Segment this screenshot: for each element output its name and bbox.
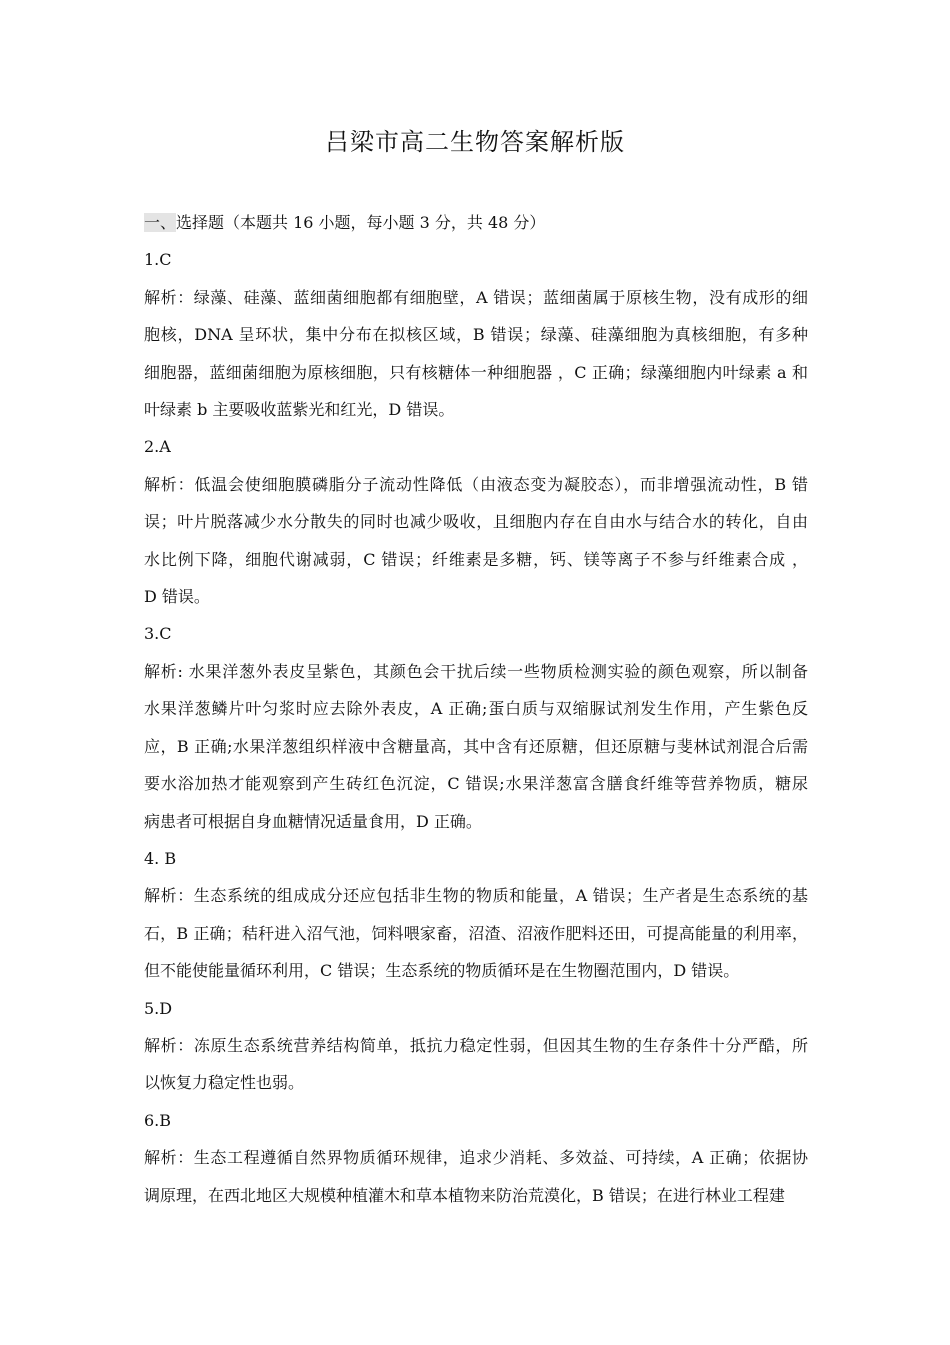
explanation-line: 叶绿素 b 主要吸收蓝紫光和红光，D 错误。 — [144, 400, 455, 420]
document-body — [144, 204, 808, 1214]
explanation-line: 解析：生态系统的组成成分还应包括非生物的物质和能量，A 错误；生产者是生态系统的基 — [144, 886, 808, 906]
explanation-line: 解析：生态工程遵循自然界物质循环规律，追求少消耗、多效益、可持续，A 正确；依据协 — [144, 1148, 808, 1168]
explanation-line: 应，B 正确;水果洋葱组织样液中含糖量高，其中含有还原糖，但还原糖与斐林试剂混合后需 — [144, 736, 808, 756]
section-heading — [144, 204, 808, 241]
explanation-line: 病患者可根据自身血糖情况适量食用，D 正确。 — [144, 811, 482, 831]
explanation-line: 但不能使能量循环利用，C 错误；生态系统的物质循环是在生物圈范围内，D 错误。 — [144, 961, 740, 981]
answer-label: 4. B — [144, 848, 177, 868]
answer-label: 5.D — [144, 998, 173, 1018]
answer-label: 1.C — [144, 250, 172, 270]
explanation-line: 解析：绿藻、硅藻、蓝细菌细胞都有细胞壁，A 错误；蓝细菌属于原核生物，没有成形的细 — [144, 287, 808, 307]
explanation-line: 解析：冻原生态系统营养结构简单，抵抗力稳定性弱，但因其生物的生存条件十分严酷，所 — [144, 1035, 808, 1055]
explanation-line: 解析: 水果洋葱外表皮呈紫色，其颜色会干扰后续一些物质检测实验的颜色观察，所以制备 — [144, 661, 808, 681]
document-title: 吕梁市高二生物答案解析版 — [325, 128, 625, 156]
explanation-line: D 错误。 — [144, 587, 210, 607]
explanation-line: 误；叶片脱落减少水分散失的同时也减少吸收，且细胞内存在自由水与结合水的转化，自由 — [144, 512, 808, 532]
explanation-line: 调原理，在西北地区大规模种植灌木和草本植物来防治荒漠化，B 错误；在进行林业工程建 — [144, 1185, 785, 1205]
explanation-line: 细胞器，蓝细菌细胞为原核细胞，只有核糖体一种细胞器 ，C 正确；绿藻细胞内叶绿素 a 和 — [144, 362, 808, 382]
explanation-line: 水比例下降，细胞代谢减弱，C 错误；纤维素是多糖，钙、镁等离子不参与纤维素合成 ， — [144, 549, 808, 569]
section-marker: 一、 — [144, 213, 177, 232]
answer-label: 2.A — [144, 437, 171, 457]
explanation-line: 以恢复力稳定性也弱。 — [144, 1073, 305, 1093]
explanation-line: 水果洋葱鳞片叶匀浆时应去除外表皮，A 正确;蛋白质与双缩脲试剂发生作用，产生紫色反 — [144, 699, 808, 719]
section-heading-text: 选择题（本题共 16 小题，每小题 3 分，共 48 分） — [176, 213, 546, 232]
answer-label: 6.B — [144, 1110, 172, 1130]
explanation-line: 要水浴加热才能观察到产生砖红色沉淀，C 错误;水果洋葱富含膳食纤维等营养物质，糖尿 — [144, 774, 808, 794]
explanation-line: 胞核，DNA 呈环状，集中分布在拟核区域，B 错误；绿藻、硅藻细胞为真核细胞，有多种 — [144, 325, 808, 345]
answer-label: 3.C — [144, 624, 172, 644]
explanation-line: 石，B 正确；秸秆进入沼气池，饲料喂家畜，沼渣、沼液作肥料还田，可提高能量的利用率， — [144, 923, 808, 943]
explanation-line: 解析：低温会使细胞膜磷脂分子流动性降低（由液态变为凝胶态），而非增强流动性，B 错 — [144, 474, 808, 494]
